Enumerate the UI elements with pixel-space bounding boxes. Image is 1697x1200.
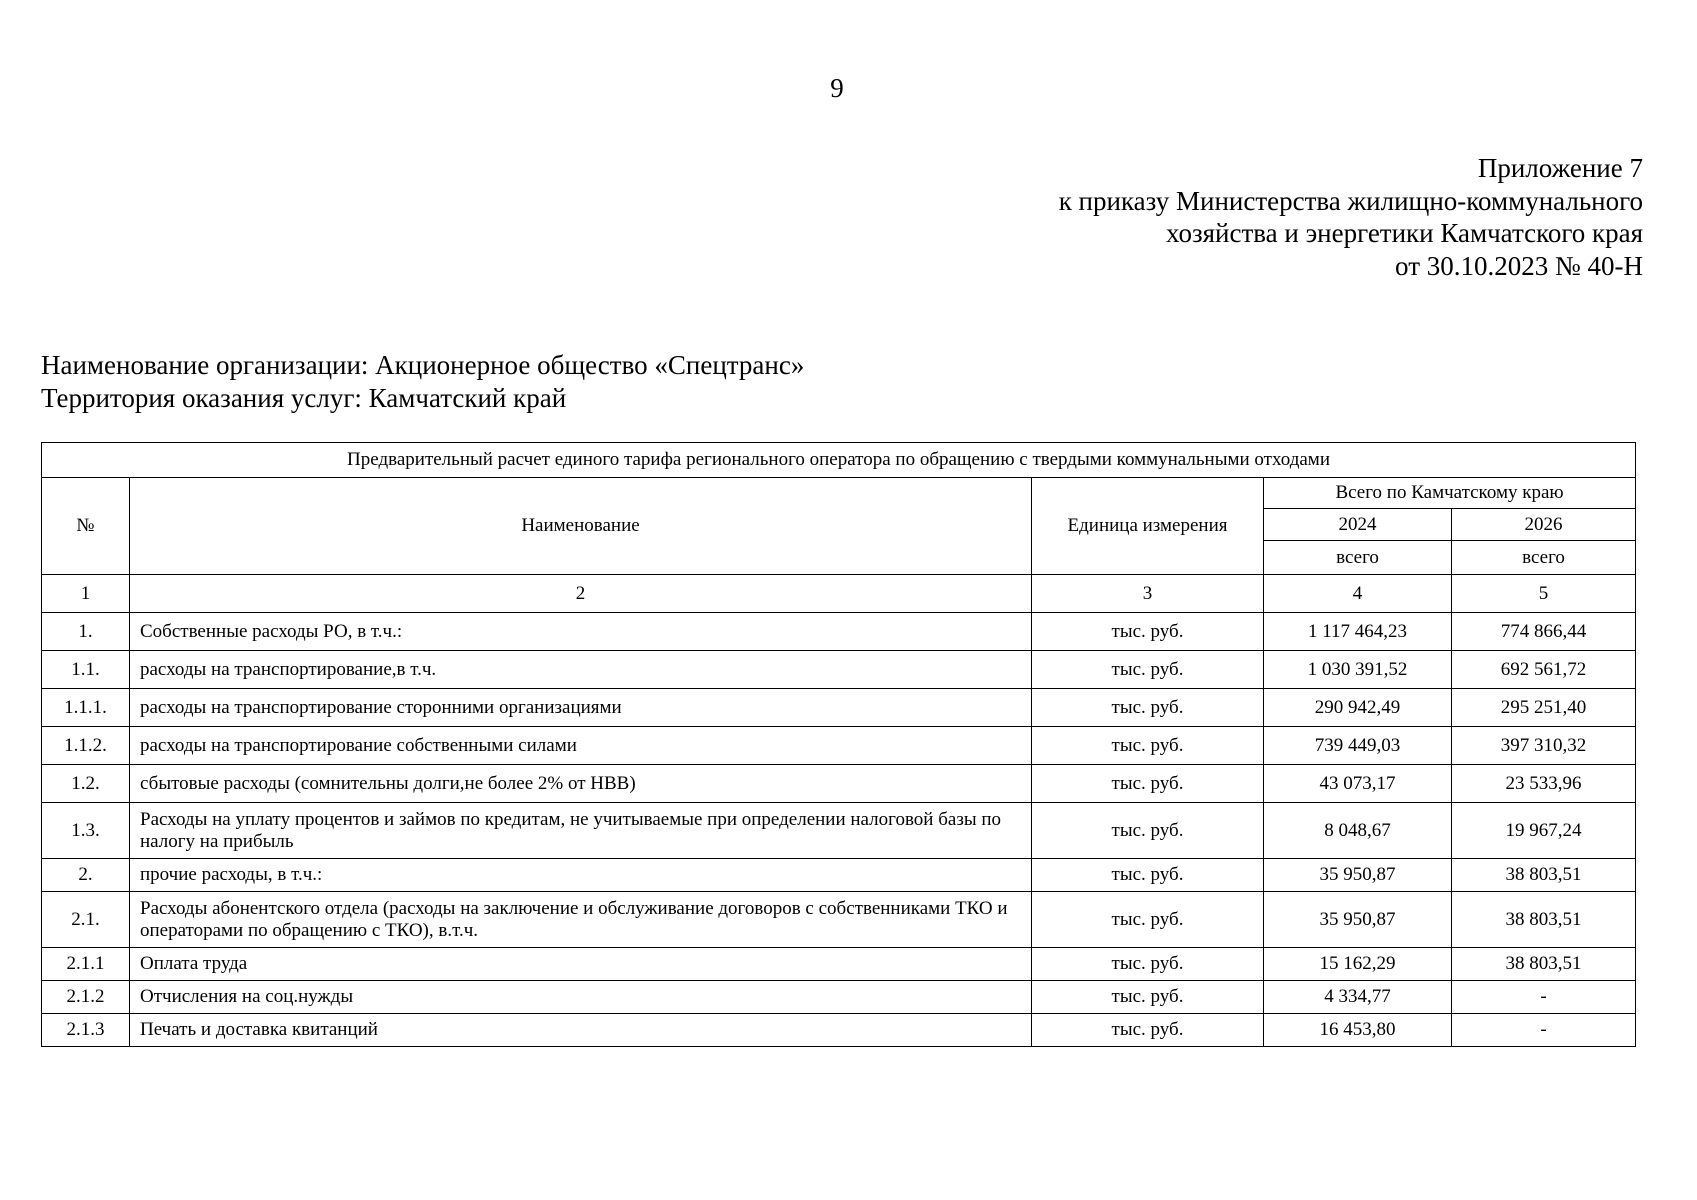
- row-number: 1.3.: [42, 803, 130, 859]
- row-value-2024: 739 449,03: [1264, 727, 1452, 765]
- header-num: №: [42, 478, 130, 575]
- header-name: Наименование: [130, 478, 1032, 575]
- column-number: 1: [42, 575, 130, 613]
- table-title-row: [42, 443, 1636, 478]
- row-number: 2.1.: [42, 892, 130, 948]
- column-number: 3: [1032, 575, 1264, 613]
- row-number: 1.: [42, 613, 130, 651]
- table-row: [42, 765, 1636, 803]
- row-value-2026: 692 561,72: [1452, 651, 1636, 689]
- row-unit: тыс. руб.: [1032, 892, 1264, 948]
- row-name: расходы на транспортирование собственными силами: [130, 727, 1032, 765]
- table-row: [42, 727, 1636, 765]
- row-name: Печать и доставка квитанций: [130, 1014, 1032, 1047]
- row-name: расходы на транспортирование сторонними организациями: [130, 689, 1032, 727]
- appendix-line-2: к приказу Министерства жилищно-коммунального: [1058, 185, 1643, 216]
- header-year-2026: 2026: [1452, 509, 1636, 541]
- row-value-2024: 16 453,80: [1264, 1014, 1452, 1047]
- row-value-2024: 15 162,29: [1264, 948, 1452, 981]
- row-unit: тыс. руб.: [1032, 948, 1264, 981]
- row-number: 2.1.1: [42, 948, 130, 981]
- row-value-2024: 35 950,87: [1264, 859, 1452, 892]
- header-row: [42, 478, 1636, 509]
- row-value-2026: 38 803,51: [1452, 892, 1636, 948]
- row-value-2024: 290 942,49: [1264, 689, 1452, 727]
- row-unit: тыс. руб.: [1032, 859, 1264, 892]
- row-value-2026: 38 803,51: [1452, 859, 1636, 892]
- table-row: [42, 892, 1636, 948]
- row-unit: тыс. руб.: [1032, 1014, 1264, 1047]
- row-name: сбытовые расходы (сомнительны долги,не более 2% от НВВ): [130, 765, 1032, 803]
- row-name: Собственные расходы РО, в т.ч.:: [130, 613, 1032, 651]
- row-value-2024: 43 073,17: [1264, 765, 1452, 803]
- row-name: Расходы абонентского отдела (расходы на заключение и обслуживание договоров с собственниками ТКО и операторами по обращению с ТКО), в.т.ч.: [130, 892, 1032, 948]
- organization-name: Наименование организации: Акционерное общество «Спецтранс»: [41, 350, 805, 380]
- service-territory: Территория оказания услуг: Камчатский край: [41, 382, 567, 413]
- row-number: 1.1.: [42, 651, 130, 689]
- row-value-2026: 295 251,40: [1452, 689, 1636, 727]
- table-row: [42, 859, 1636, 892]
- appendix-block: [1059, 152, 1643, 282]
- row-unit: тыс. руб.: [1032, 803, 1264, 859]
- table-row: [42, 1014, 1636, 1047]
- column-number: 2: [130, 575, 1032, 613]
- header-total-region: Всего по Камчатскому краю: [1264, 478, 1636, 509]
- row-name: Отчисления на соц.нужды: [130, 981, 1032, 1014]
- column-number: 4: [1264, 575, 1452, 613]
- row-value-2026: 38 803,51: [1452, 948, 1636, 981]
- row-value-2024: 1 117 464,23: [1264, 613, 1452, 651]
- row-value-2024: 35 950,87: [1264, 892, 1452, 948]
- page-number: 9: [830, 73, 844, 103]
- row-value-2026: 397 310,32: [1452, 727, 1636, 765]
- row-number: 1.1.1.: [42, 689, 130, 727]
- header-unit: Единица измерения: [1032, 478, 1264, 575]
- row-value-2024: 8 048,67: [1264, 803, 1452, 859]
- row-name: прочие расходы, в т.ч.:: [130, 859, 1032, 892]
- tariff-table: [41, 442, 1636, 1047]
- row-number: 2.: [42, 859, 130, 892]
- row-number: 1.2.: [42, 765, 130, 803]
- organization-block: [41, 349, 804, 414]
- row-value-2024: 4 334,77: [1264, 981, 1452, 1014]
- row-unit: тыс. руб.: [1032, 727, 1264, 765]
- column-number-row: [42, 575, 1636, 613]
- table-row: [42, 613, 1636, 651]
- appendix-line-4: от 30.10.2023 № 40-Н: [1395, 250, 1643, 281]
- row-value-2026: -: [1452, 981, 1636, 1014]
- header-total-2026: всего: [1452, 541, 1636, 575]
- table-row: [42, 803, 1636, 859]
- row-unit: тыс. руб.: [1032, 765, 1264, 803]
- row-name: Расходы на уплату процентов и займов по кредитам, не учитываемые при определении налоговой базы по налогу на прибыль: [130, 803, 1032, 859]
- row-name: Оплата труда: [130, 948, 1032, 981]
- table-row: [42, 948, 1636, 981]
- row-value-2024: 1 030 391,52: [1264, 651, 1452, 689]
- row-value-2026: 774 866,44: [1452, 613, 1636, 651]
- row-unit: тыс. руб.: [1032, 981, 1264, 1014]
- row-number: 1.1.2.: [42, 727, 130, 765]
- table-row: [42, 689, 1636, 727]
- row-number: 2.1.3: [42, 1014, 130, 1047]
- header-year-2024: 2024: [1264, 509, 1452, 541]
- row-value-2026: 23 533,96: [1452, 765, 1636, 803]
- column-number: 5: [1452, 575, 1636, 613]
- table-title: Предварительный расчет единого тарифа регионального оператора по обращению с твердыми коммунальными отходами: [42, 443, 1636, 478]
- appendix-line-1: Приложение 7: [1477, 153, 1643, 183]
- row-value-2026: 19 967,24: [1452, 803, 1636, 859]
- row-value-2026: -: [1452, 1014, 1636, 1047]
- table-row: [42, 981, 1636, 1014]
- row-unit: тыс. руб.: [1032, 689, 1264, 727]
- row-name: расходы на транспортирование,в т.ч.: [130, 651, 1032, 689]
- appendix-line-3: хозяйства и энергетики Камчатского края: [1165, 218, 1643, 248]
- row-unit: тыс. руб.: [1032, 651, 1264, 689]
- header-total-2024: всего: [1264, 541, 1452, 575]
- table-row: [42, 651, 1636, 689]
- row-unit: тыс. руб.: [1032, 613, 1264, 651]
- row-number: 2.1.2: [42, 981, 130, 1014]
